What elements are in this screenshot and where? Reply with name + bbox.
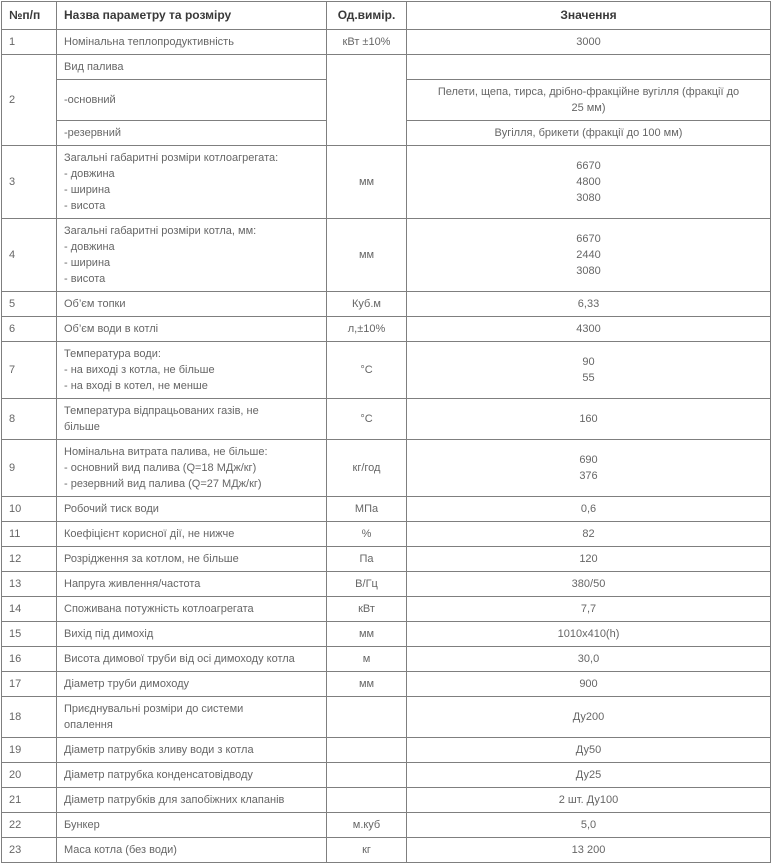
cell-param xyxy=(57,813,327,838)
cell-value xyxy=(407,219,771,292)
cell-line xyxy=(414,59,763,75)
cell-line: 1010х410(h) xyxy=(557,628,620,640)
table-row xyxy=(2,838,771,863)
table-header xyxy=(2,2,771,30)
table-body xyxy=(2,30,771,863)
cell-line: 3080 xyxy=(576,192,601,204)
cell-line: Вид палива xyxy=(64,61,124,73)
cell-param xyxy=(57,146,327,219)
cell-num: 21 xyxy=(2,788,57,813)
cell-line: Розрідження за котлом, не більше xyxy=(64,553,239,565)
cell-num: 20 xyxy=(2,763,57,788)
cell-line: Приєднувальні розміри до системи xyxy=(64,703,244,715)
table-row xyxy=(2,399,771,440)
cell-value xyxy=(407,55,771,80)
cell-num: 5 xyxy=(2,292,57,317)
cell-num: 22 xyxy=(2,813,57,838)
cell-param xyxy=(57,30,327,55)
cell-line: 160 xyxy=(579,413,598,425)
cell-value xyxy=(407,813,771,838)
table-row xyxy=(2,738,771,763)
cell-line: 7,7 xyxy=(580,603,597,615)
cell-unit: °С xyxy=(327,399,407,440)
cell-value xyxy=(407,622,771,647)
table-row xyxy=(2,547,771,572)
cell-value xyxy=(407,342,771,399)
table-row xyxy=(2,672,771,697)
cell-line: 55 xyxy=(582,372,595,384)
header-row xyxy=(2,2,771,30)
cell-line: 6,33 xyxy=(577,298,600,310)
cell-num: 16 xyxy=(2,647,57,672)
cell-line: Напруга живлення/частота xyxy=(64,578,201,590)
cell-param xyxy=(57,342,327,399)
cell-value xyxy=(407,317,771,342)
cell-value xyxy=(407,763,771,788)
cell-unit: °С xyxy=(327,342,407,399)
cell-value xyxy=(407,697,771,738)
column-header-value: Значення xyxy=(407,2,771,30)
cell-unit: л,±10% xyxy=(327,317,407,342)
cell-unit xyxy=(327,738,407,763)
cell-unit xyxy=(327,763,407,788)
cell-line: 4300 xyxy=(576,323,601,335)
cell-line: 82 xyxy=(582,528,595,540)
cell-line: 13 200 xyxy=(571,844,606,856)
cell-line: 380/50 xyxy=(571,578,606,590)
cell-num: 12 xyxy=(2,547,57,572)
cell-unit: кг xyxy=(327,838,407,863)
cell-line: Номінальна теплопродуктивність xyxy=(64,36,234,48)
cell-line: Вихід під димохід xyxy=(64,628,154,640)
cell-line: - на вході в котел, не менше xyxy=(64,380,208,392)
cell-line: 120 xyxy=(579,553,598,565)
cell-line: - на виході з котла, не більше xyxy=(64,364,215,376)
spec-table xyxy=(1,1,771,863)
table-row xyxy=(2,146,771,219)
cell-line: Номінальна витрата палива, не більше: xyxy=(64,446,268,458)
cell-line: 2440 xyxy=(576,249,601,261)
cell-unit xyxy=(327,55,407,146)
cell-param xyxy=(57,547,327,572)
cell-value xyxy=(407,497,771,522)
cell-param xyxy=(57,80,327,121)
cell-param xyxy=(57,292,327,317)
cell-line: Діаметр патрубка конденсатовідводу xyxy=(64,769,253,781)
cell-line: Вугілля, брикети (фракції до 100 мм) xyxy=(494,127,683,139)
cell-unit xyxy=(327,697,407,738)
cell-value xyxy=(407,647,771,672)
cell-param xyxy=(57,121,327,146)
table-row xyxy=(2,30,771,55)
cell-line: Загальні габаритні розміри котла, мм: xyxy=(64,225,257,237)
cell-line: Діаметр патрубків зливу води з котла xyxy=(64,744,254,756)
cell-line: більше xyxy=(64,421,100,433)
cell-param xyxy=(57,672,327,697)
cell-param xyxy=(57,522,327,547)
cell-param xyxy=(57,788,327,813)
table-row xyxy=(2,219,771,292)
cell-line: - висота xyxy=(64,200,106,212)
cell-num: 19 xyxy=(2,738,57,763)
cell-num: 14 xyxy=(2,597,57,622)
table-row xyxy=(2,342,771,399)
cell-num: 18 xyxy=(2,697,57,738)
table-row xyxy=(2,292,771,317)
cell-value xyxy=(407,399,771,440)
cell-value xyxy=(407,788,771,813)
cell-line: Температура відпрацьованих газів, не xyxy=(64,405,259,417)
cell-line: 6670 xyxy=(576,160,601,172)
cell-line: 90 xyxy=(582,356,595,368)
cell-value xyxy=(407,672,771,697)
cell-param xyxy=(57,597,327,622)
cell-line: Коефіцієнт корисної дії, не нижче xyxy=(64,528,235,540)
cell-line: Діаметр патрубків для запобіжних клапанів xyxy=(64,794,285,806)
cell-param xyxy=(57,55,327,80)
cell-num: 15 xyxy=(2,622,57,647)
cell-line: - висота xyxy=(64,273,106,285)
cell-num: 2 xyxy=(2,55,57,146)
cell-value xyxy=(407,292,771,317)
cell-line: - ширина xyxy=(64,184,111,196)
cell-line: Об’єм топки xyxy=(64,298,126,310)
cell-param xyxy=(57,622,327,647)
cell-num: 10 xyxy=(2,497,57,522)
cell-value xyxy=(407,440,771,497)
cell-param xyxy=(57,572,327,597)
cell-unit: кг/год xyxy=(327,440,407,497)
cell-line: Загальні габаритні розміри котлоагрегата: xyxy=(64,152,279,164)
cell-value xyxy=(407,738,771,763)
cell-line: Ду25 xyxy=(575,769,602,781)
cell-line: 900 xyxy=(579,678,598,690)
table-row xyxy=(2,697,771,738)
cell-line: 4800 xyxy=(576,176,601,188)
cell-line: 0,6 xyxy=(580,503,597,515)
cell-num: 4 xyxy=(2,219,57,292)
cell-value xyxy=(407,547,771,572)
cell-line: 5,0 xyxy=(580,819,597,831)
cell-num: 9 xyxy=(2,440,57,497)
cell-line: Висота димової труби від осі димоходу котла xyxy=(64,653,295,665)
cell-param xyxy=(57,440,327,497)
cell-num: 7 xyxy=(2,342,57,399)
cell-unit: % xyxy=(327,522,407,547)
cell-line: 690 xyxy=(579,454,598,466)
table-row xyxy=(2,440,771,497)
table-row xyxy=(2,597,771,622)
cell-line: Ду200 xyxy=(572,711,605,723)
cell-line: Діаметр труби димоходу xyxy=(64,678,189,690)
table-row xyxy=(2,572,771,597)
table-row xyxy=(2,55,771,80)
cell-value xyxy=(407,838,771,863)
cell-param xyxy=(57,497,327,522)
cell-line: Об’єм води в котлі xyxy=(64,323,159,335)
table-row xyxy=(2,763,771,788)
cell-num: 6 xyxy=(2,317,57,342)
cell-num: 23 xyxy=(2,838,57,863)
cell-line: 30,0 xyxy=(577,653,600,665)
cell-unit: м xyxy=(327,647,407,672)
cell-unit: мм xyxy=(327,672,407,697)
cell-line: Температура води: xyxy=(64,348,161,360)
cell-value xyxy=(407,121,771,146)
cell-line: 6670 xyxy=(576,233,601,245)
table-row xyxy=(2,788,771,813)
cell-line: Бункер xyxy=(64,819,100,831)
cell-unit: м.куб xyxy=(327,813,407,838)
cell-unit: кВт ±10% xyxy=(327,30,407,55)
cell-unit: МПа xyxy=(327,497,407,522)
column-header-num: №п/п xyxy=(2,2,57,30)
cell-line: 376 xyxy=(579,470,598,482)
cell-unit: кВт xyxy=(327,597,407,622)
cell-value xyxy=(407,146,771,219)
cell-line: - довжина xyxy=(64,241,115,253)
cell-line: Робочий тиск води xyxy=(64,503,159,515)
table-row xyxy=(2,813,771,838)
cell-value xyxy=(407,572,771,597)
table-row xyxy=(2,647,771,672)
cell-line: 3080 xyxy=(576,265,601,277)
cell-unit: мм xyxy=(327,146,407,219)
cell-line: - ширина xyxy=(64,257,111,269)
cell-unit xyxy=(327,788,407,813)
cell-line: Маса котла (без води) xyxy=(64,844,177,856)
cell-line: -основний xyxy=(64,94,116,106)
cell-unit: мм xyxy=(327,219,407,292)
cell-num: 8 xyxy=(2,399,57,440)
cell-num: 3 xyxy=(2,146,57,219)
cell-param xyxy=(57,838,327,863)
cell-unit: Па xyxy=(327,547,407,572)
cell-value xyxy=(407,30,771,55)
cell-unit: мм xyxy=(327,622,407,647)
cell-num: 17 xyxy=(2,672,57,697)
column-header-param: Назва параметру та розміру xyxy=(57,2,327,30)
cell-value xyxy=(407,597,771,622)
cell-num: 11 xyxy=(2,522,57,547)
cell-line: опалення xyxy=(64,719,113,731)
cell-line: 2 шт. Ду100 xyxy=(558,794,619,806)
cell-line: - резервний вид палива (Q=27 МДж/кг) xyxy=(64,478,262,490)
cell-line: Пелети, щепа, тирса, дрібно-фракційне вугілля (фракції до xyxy=(437,86,740,98)
cell-line: - основний вид палива (Q=18 МДж/кг) xyxy=(64,462,257,474)
cell-line: Ду50 xyxy=(575,744,602,756)
cell-param xyxy=(57,317,327,342)
table-row xyxy=(2,317,771,342)
table-row xyxy=(2,497,771,522)
cell-unit: Куб.м xyxy=(327,292,407,317)
cell-line: - довжина xyxy=(64,168,115,180)
cell-line: Споживана потужність котлоагрегата xyxy=(64,603,254,615)
cell-line: 25 мм) xyxy=(571,102,606,114)
cell-num: 1 xyxy=(2,30,57,55)
cell-param xyxy=(57,219,327,292)
table-row xyxy=(2,522,771,547)
cell-param xyxy=(57,738,327,763)
cell-param xyxy=(57,763,327,788)
cell-line: -резервний xyxy=(64,127,122,139)
cell-param xyxy=(57,697,327,738)
cell-param xyxy=(57,647,327,672)
cell-value xyxy=(407,80,771,121)
table-row xyxy=(2,622,771,647)
cell-line: 3000 xyxy=(576,36,601,48)
cell-value xyxy=(407,522,771,547)
cell-param xyxy=(57,399,327,440)
column-header-unit: Од.вимір. xyxy=(327,2,407,30)
cell-unit: В/Гц xyxy=(327,572,407,597)
cell-num: 13 xyxy=(2,572,57,597)
